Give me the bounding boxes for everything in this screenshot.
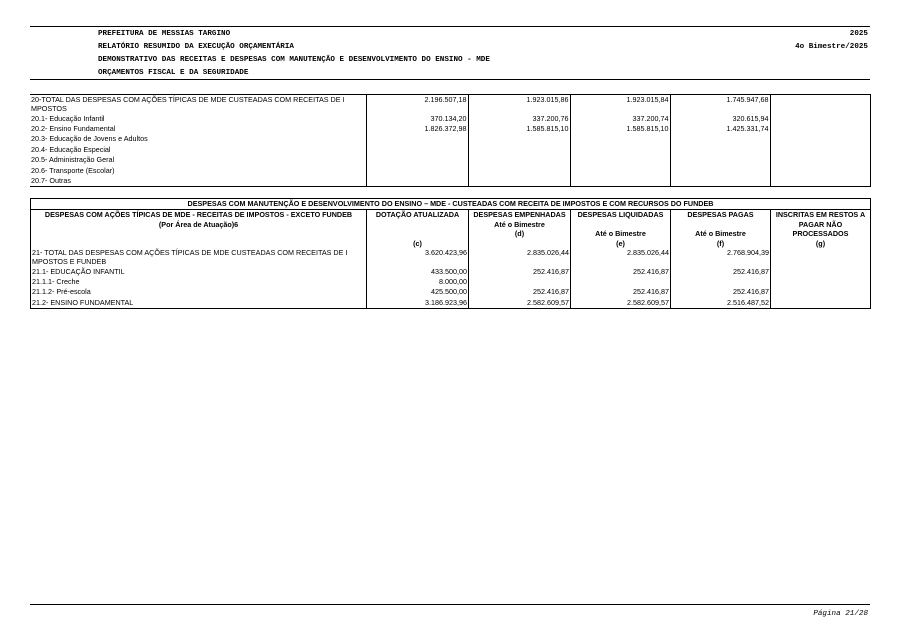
table-row bbox=[30, 124, 870, 134]
mde-tax-expenses-table bbox=[30, 94, 871, 187]
header-description-l1: DESPESAS COM AÇÕES TÍPICAS DE MDE - RECEITAS DE IMPOSTOS - EXCETO FUNDEB bbox=[44, 210, 353, 220]
value-g bbox=[771, 287, 871, 297]
row-description: 20.6- Transporte (Escolar) bbox=[30, 166, 366, 176]
value-c bbox=[366, 176, 468, 187]
table-row bbox=[30, 95, 870, 114]
value-f bbox=[671, 277, 771, 287]
header-dotacao-tag: (c) bbox=[413, 238, 422, 248]
value-c: 433.500,00 bbox=[367, 267, 469, 277]
table-row bbox=[31, 287, 871, 297]
value-g bbox=[770, 166, 870, 176]
value-e bbox=[570, 176, 670, 187]
value-f: 1.425.331,74 bbox=[670, 124, 770, 134]
value-e bbox=[570, 134, 670, 144]
value-c bbox=[366, 166, 468, 176]
table-row bbox=[30, 176, 870, 187]
table-row bbox=[31, 248, 871, 267]
value-d bbox=[468, 166, 570, 176]
header-dotacao bbox=[367, 210, 469, 248]
table-row bbox=[30, 145, 870, 155]
page-number: Página 21/28 bbox=[813, 610, 868, 618]
table-row bbox=[31, 298, 871, 309]
value-d: 1.923.015,86 bbox=[468, 95, 570, 114]
header-empenhadas-l1: DESPESAS EMPENHADAS bbox=[473, 210, 566, 220]
value-e: 2.582.609,57 bbox=[571, 298, 671, 309]
value-c: 2.196.507,18 bbox=[366, 95, 468, 114]
report-title: RELATÓRIO RESUMIDO DA EXECUÇÃO ORÇAMENTÁRIA bbox=[98, 43, 294, 51]
footer-rule bbox=[30, 604, 870, 605]
report-line bbox=[98, 43, 868, 51]
value-f: 2.768.904,39 bbox=[671, 248, 771, 267]
value-c: 3.186.923,96 bbox=[367, 298, 469, 309]
value-f bbox=[670, 166, 770, 176]
value-d: 337.200,76 bbox=[468, 114, 570, 124]
value-g bbox=[771, 298, 871, 309]
row-description: 20-TOTAL DAS DESPESAS COM AÇÕES TÍPICAS DE MDE CUSTEADAS COM RECEITAS DE I MPOSTOS bbox=[30, 95, 366, 114]
row-description: 21.1- EDUCAÇÃO INFANTIL bbox=[31, 267, 367, 277]
value-g bbox=[770, 114, 870, 124]
header-restos-l3: PROCESSADOS bbox=[792, 229, 849, 239]
value-f: 252.416,87 bbox=[671, 287, 771, 297]
value-g bbox=[771, 248, 871, 267]
statement-title: DEMONSTRATIVO DAS RECEITAS E DESPESAS COM MANUTENÇÃO E DESENVOLVIMENTO DO ENSINO - MDE bbox=[98, 56, 490, 64]
table-row bbox=[30, 166, 870, 176]
value-d: 1.585.815,10 bbox=[468, 124, 570, 134]
table-row bbox=[30, 155, 870, 165]
value-c bbox=[366, 155, 468, 165]
table-row bbox=[31, 277, 871, 287]
header-pagas-l1: DESPESAS PAGAS bbox=[687, 210, 754, 220]
header-restos-l1: INSCRITAS EM RESTOS A bbox=[775, 210, 866, 220]
header-empenhadas-l2: Até o Bimestre bbox=[494, 219, 545, 229]
value-e: 2.835.026,44 bbox=[571, 248, 671, 267]
table1-body bbox=[30, 95, 870, 187]
value-d: 2.835.026,44 bbox=[469, 248, 571, 267]
value-e: 337.200,74 bbox=[570, 114, 670, 124]
header-pagas-l2: Até o Bimestre bbox=[695, 229, 746, 239]
header-liquidadas-l2: Até o Bimestre bbox=[595, 229, 646, 239]
row-description: 20.1- Educação Infantil bbox=[30, 114, 366, 124]
header-description-l2: (Por Área de Atuação)6 bbox=[158, 219, 239, 229]
header-dotacao-l1: DOTAÇÃO ATUALIZADA bbox=[375, 210, 460, 220]
header-pagas-tag: (f) bbox=[716, 238, 725, 248]
header-restos-tag: (g) bbox=[815, 238, 826, 248]
table2-title: DESPESAS COM MANUTENÇÃO E DESENVOLVIMENTO DO ENSINO – MDE - CUSTEADAS COM RECEITA DE IMPOSTOS E COM RECURSOS DO FUNDEB bbox=[31, 199, 871, 210]
value-d bbox=[468, 145, 570, 155]
value-c: 3.620.423,96 bbox=[367, 248, 469, 267]
row-description: 21.1.2- Pré-escola bbox=[31, 287, 367, 297]
value-c: 8.000,00 bbox=[367, 277, 469, 287]
header-restos bbox=[771, 210, 871, 248]
entity-name: PREFEITURA DE MESSIAS TARGINO bbox=[98, 30, 231, 38]
value-e bbox=[571, 277, 671, 287]
value-f bbox=[670, 134, 770, 144]
header-bottom-rule bbox=[30, 79, 870, 80]
header-liquidadas bbox=[571, 210, 671, 248]
value-g bbox=[770, 95, 870, 114]
value-e bbox=[570, 166, 670, 176]
value-d bbox=[468, 176, 570, 187]
header-liquidadas-l1: DESPESAS LIQUIDADAS bbox=[577, 210, 664, 220]
value-f: 320.615,94 bbox=[670, 114, 770, 124]
value-g bbox=[770, 155, 870, 165]
value-d: 252.416,87 bbox=[469, 267, 571, 277]
header-description bbox=[31, 210, 367, 248]
value-f bbox=[670, 176, 770, 187]
row-description: 20.3- Educação de Jovens e Adultos bbox=[30, 134, 366, 144]
statement-line bbox=[98, 56, 868, 64]
row-description: 20.4- Educação Especial bbox=[30, 145, 366, 155]
value-d: 2.582.609,57 bbox=[469, 298, 571, 309]
row-description: 20.7- Outras bbox=[30, 176, 366, 187]
value-g bbox=[771, 277, 871, 287]
table-row bbox=[30, 114, 870, 124]
table-row bbox=[31, 267, 871, 277]
value-d bbox=[469, 277, 571, 287]
value-f bbox=[670, 155, 770, 165]
value-c: 1.826.372,98 bbox=[366, 124, 468, 134]
entity-line bbox=[98, 30, 868, 38]
value-f: 1.745.947,68 bbox=[670, 95, 770, 114]
header-pagas bbox=[671, 210, 771, 248]
row-description: 20.2- Ensino Fundamental bbox=[30, 124, 366, 134]
value-g bbox=[770, 176, 870, 187]
budgets-title: ORÇAMENTOS FISCAL E DA SEGURIDADE bbox=[98, 69, 249, 77]
report-period: 4o Bimestre/2025 bbox=[795, 43, 868, 51]
row-description: 21.1.1- Creche bbox=[31, 277, 367, 287]
row-description: 21.2- ENSINO FUNDAMENTAL bbox=[31, 298, 367, 309]
value-f bbox=[670, 145, 770, 155]
value-g bbox=[770, 124, 870, 134]
header-liquidadas-tag: (e) bbox=[616, 238, 625, 248]
value-g bbox=[771, 267, 871, 277]
value-c: 370.134,20 bbox=[366, 114, 468, 124]
value-g bbox=[770, 134, 870, 144]
budgets-line bbox=[98, 69, 868, 77]
value-d bbox=[468, 155, 570, 165]
row-description: 20.5- Administração Geral bbox=[30, 155, 366, 165]
value-e: 1.923.015,84 bbox=[570, 95, 670, 114]
table2-body bbox=[31, 248, 871, 309]
value-g bbox=[770, 145, 870, 155]
value-e bbox=[570, 155, 670, 165]
value-f: 2.516.487,52 bbox=[671, 298, 771, 309]
value-e: 252.416,87 bbox=[571, 287, 671, 297]
header-empenhadas-tag: (d) bbox=[514, 229, 525, 239]
header-top-rule bbox=[30, 26, 870, 27]
value-f: 252.416,87 bbox=[671, 267, 771, 277]
value-e bbox=[570, 145, 670, 155]
value-d bbox=[468, 134, 570, 144]
header-empenhadas bbox=[469, 210, 571, 248]
value-e: 252.416,87 bbox=[571, 267, 671, 277]
mde-fundeb-expenses-table bbox=[30, 198, 871, 309]
table-row bbox=[30, 134, 870, 144]
header-restos-l2: PAGAR NÃO bbox=[798, 219, 843, 229]
report-year: 2025 bbox=[849, 30, 868, 38]
value-e: 1.585.815,10 bbox=[570, 124, 670, 134]
value-d: 252.416,87 bbox=[469, 287, 571, 297]
row-description: 21- TOTAL DAS DESPESAS COM AÇÕES TÍPICAS DE MDE CUSTEADAS COM RECEITAS DE I MPOSTOS E FUNDEB bbox=[31, 248, 367, 267]
value-c bbox=[366, 145, 468, 155]
value-c: 425.500,00 bbox=[367, 287, 469, 297]
value-c bbox=[366, 134, 468, 144]
